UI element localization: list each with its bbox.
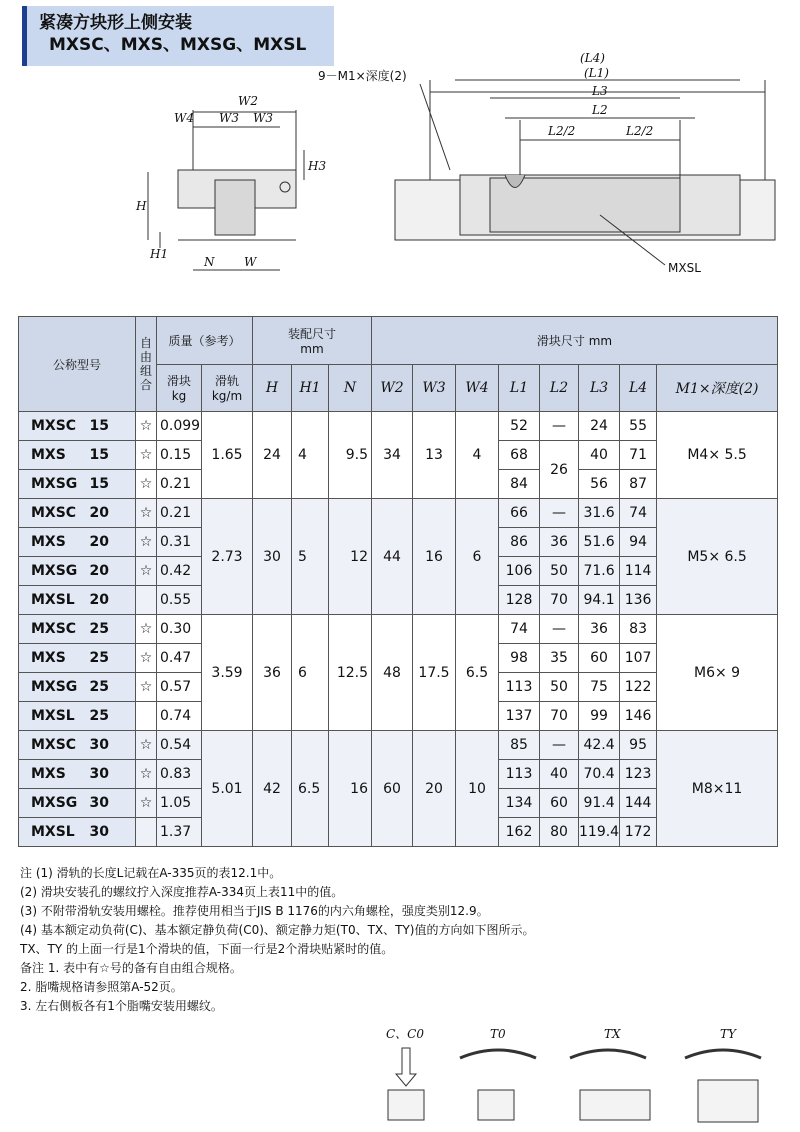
l3-cell: 36	[579, 615, 620, 644]
l3-cell: 119.4	[579, 818, 620, 847]
l2-cell: 50	[540, 673, 579, 702]
l4-cell: 74	[620, 499, 657, 528]
block-icon-tx	[580, 1090, 650, 1120]
header-mass-rail: 滑轨 kg/m	[202, 364, 253, 412]
label-l2: L2	[592, 103, 608, 117]
h-cell: 42	[253, 731, 292, 847]
l3-cell: 24	[579, 412, 620, 441]
section-title: 紧凑方块形上侧安装	[39, 13, 192, 33]
l1-cell: 85	[499, 731, 540, 760]
header-l3: L3	[579, 364, 620, 412]
model-cell: MXS 15	[19, 441, 136, 470]
label-l1: (L1)	[584, 66, 609, 80]
w4-cell: 6.5	[456, 615, 499, 731]
mass-block-cell: 0.099	[157, 412, 202, 441]
free-combo-mark: ☆	[136, 760, 157, 789]
model-cell: MXS 30	[19, 760, 136, 789]
free-combo-mark: ☆	[136, 731, 157, 760]
l2-cell: —	[540, 615, 579, 644]
mass-block-cell: 0.83	[157, 760, 202, 789]
label-w2: W2	[238, 94, 258, 108]
l4-cell: 122	[620, 673, 657, 702]
l1-cell: 84	[499, 470, 540, 499]
mass-block-cell: 0.54	[157, 731, 202, 760]
model-cell: MXSL 20	[19, 586, 136, 615]
free-combo-mark: ☆	[136, 499, 157, 528]
note-line: 注 (1) 滑轨的长度L记载在A-335页的表12.1中。	[20, 866, 282, 880]
free-combo-mark	[136, 818, 157, 847]
l4-cell: 123	[620, 760, 657, 789]
free-combo-mark: ☆	[136, 412, 157, 441]
header-mass: 质量（参考）	[157, 317, 253, 365]
mass-block-cell: 1.37	[157, 818, 202, 847]
load-label-t0: T0	[490, 1027, 506, 1041]
l1-cell: 68	[499, 441, 540, 470]
header-mass-block: 滑块 kg	[157, 364, 202, 412]
l3-cell: 56	[579, 470, 620, 499]
free-combo-mark	[136, 702, 157, 731]
mass-block-cell: 0.74	[157, 702, 202, 731]
load-label-tx: TX	[604, 1027, 621, 1041]
l4-cell: 94	[620, 528, 657, 557]
l2-cell: 80	[540, 818, 579, 847]
label-m1: 9－M1×深度(2)	[318, 69, 407, 83]
load-label-c: C、C0	[386, 1027, 424, 1041]
label-l2-half-a: L2/2	[548, 124, 576, 138]
n-cell: 16	[329, 731, 372, 847]
l2-cell: 60	[540, 789, 579, 818]
l3-cell: 91.4	[579, 789, 620, 818]
model-cell: MXS 25	[19, 644, 136, 673]
w3-cell: 13	[413, 412, 456, 499]
l1-cell: 134	[499, 789, 540, 818]
mass-block-cell: 0.30	[157, 615, 202, 644]
spec-table	[18, 316, 778, 847]
m1-cell: M6× 9	[657, 615, 778, 731]
l2-cell: —	[540, 412, 579, 441]
n-cell: 12	[329, 499, 372, 615]
rail-section	[215, 180, 255, 235]
load-label-ty: TY	[720, 1027, 736, 1041]
model-cell: MXSC 15	[19, 412, 136, 441]
header-l2: L2	[540, 364, 579, 412]
w4-cell: 10	[456, 731, 499, 847]
load-direction-diagrams	[380, 1020, 780, 1130]
h1-cell: 4	[292, 412, 329, 499]
w3-cell: 17.5	[413, 615, 456, 731]
l1-cell: 86	[499, 528, 540, 557]
l1-cell: 128	[499, 586, 540, 615]
model-cell: MXSC 30	[19, 731, 136, 760]
free-combo-mark: ☆	[136, 470, 157, 499]
w4-cell: 6	[456, 499, 499, 615]
mass-block-cell: 0.47	[157, 644, 202, 673]
mass-block-cell: 0.15	[157, 441, 202, 470]
l4-cell: 144	[620, 789, 657, 818]
l3-cell: 70.4	[579, 760, 620, 789]
l1-cell: 98	[499, 644, 540, 673]
l2-cell: —	[540, 731, 579, 760]
mass-block-cell: 0.55	[157, 586, 202, 615]
w3-cell: 20	[413, 731, 456, 847]
spec-table-body	[19, 412, 778, 847]
l2-cell: 70	[540, 586, 579, 615]
arc-arrow-icon-t0	[460, 1050, 536, 1058]
header-w2: W2	[372, 364, 413, 412]
l2-cell: 36	[540, 528, 579, 557]
free-combo-mark: ☆	[136, 644, 157, 673]
header-block: 滑块尺寸 mm	[372, 317, 778, 365]
header-h1: H1	[292, 364, 329, 412]
l3-cell: 40	[579, 441, 620, 470]
h-cell: 30	[253, 499, 292, 615]
header-model: 公称型号	[19, 317, 136, 412]
l2-cell: 50	[540, 557, 579, 586]
table-row	[19, 499, 778, 528]
section-subtitle: MXSC、MXS、MXSG、MXSL	[49, 35, 307, 55]
header-assembly: 装配尺寸 mm	[253, 317, 372, 365]
header-w3: W3	[413, 364, 456, 412]
header-l1: L1	[499, 364, 540, 412]
l4-cell: 146	[620, 702, 657, 731]
label-h3: H3	[308, 159, 327, 173]
note-line: (4) 基本额定动负荷(C)、基本额定静负荷(C0)、额定静力矩(T0、TX、TY)值的方向如下图所示。	[20, 923, 535, 937]
l3-cell: 71.6	[579, 557, 620, 586]
label-l2-half-b: L2/2	[626, 124, 654, 138]
w3-cell: 16	[413, 499, 456, 615]
w2-cell: 44	[372, 499, 413, 615]
model-cell: MXSG 15	[19, 470, 136, 499]
l3-cell: 60	[579, 644, 620, 673]
l3-cell: 42.4	[579, 731, 620, 760]
mass-rail-cell: 2.73	[202, 499, 253, 615]
note-line: TX、TY 的上面一行是1个滑块的值，下面一行是2个滑块贴紧时的值。	[20, 942, 394, 956]
table-row	[19, 412, 778, 441]
note-line: (2) 滑块安装孔的螺纹拧入深度推荐A-334页上表11中的值。	[20, 885, 344, 899]
arc-arrow-icon-tx	[570, 1050, 646, 1058]
free-combo-mark: ☆	[136, 673, 157, 702]
h1-cell: 6.5	[292, 731, 329, 847]
h1-cell: 5	[292, 499, 329, 615]
mass-rail-cell: 3.59	[202, 615, 253, 731]
l2-cell: —	[540, 499, 579, 528]
l4-cell: 95	[620, 731, 657, 760]
note-line: (3) 不附带滑轨安装用螺栓。推荐使用相当于JIS B 1176的内六角螺栓，强度类别12.9。	[20, 904, 489, 918]
l2-cell: 35	[540, 644, 579, 673]
free-combo-mark: ☆	[136, 441, 157, 470]
mass-block-cell: 0.21	[157, 470, 202, 499]
h-cell: 36	[253, 615, 292, 731]
block-icon-t0	[478, 1090, 514, 1120]
l2-cell: 40	[540, 760, 579, 789]
l2-cell: 26	[540, 441, 579, 499]
model-cell: MXSG 25	[19, 673, 136, 702]
model-cell: MXSC 20	[19, 499, 136, 528]
l3-cell: 94.1	[579, 586, 620, 615]
l4-cell: 87	[620, 470, 657, 499]
l1-cell: 137	[499, 702, 540, 731]
header-l4: L4	[620, 364, 657, 412]
l3-cell: 75	[579, 673, 620, 702]
m1-cell: M8×11	[657, 731, 778, 847]
l1-cell: 106	[499, 557, 540, 586]
n-cell: 12.5	[329, 615, 372, 731]
l4-cell: 83	[620, 615, 657, 644]
label-w3b: W3	[253, 111, 273, 125]
mass-rail-cell: 5.01	[202, 731, 253, 847]
free-combo-mark: ☆	[136, 789, 157, 818]
model-cell: MXSG 30	[19, 789, 136, 818]
mass-block-cell: 0.31	[157, 528, 202, 557]
notes-section	[20, 864, 534, 1016]
dimension-drawing	[0, 0, 800, 300]
l4-cell: 136	[620, 586, 657, 615]
l1-cell: 66	[499, 499, 540, 528]
header-w4: W4	[456, 364, 499, 412]
label-w: W	[244, 255, 257, 269]
label-w3a: W3	[219, 111, 239, 125]
n-cell: 9.5	[329, 412, 372, 499]
l1-cell: 52	[499, 412, 540, 441]
label-h1: H1	[150, 247, 169, 261]
model-cell: MXS 20	[19, 528, 136, 557]
down-arrow-icon	[396, 1048, 416, 1086]
note-line: 备注 1. 表中有☆号的备有自由组合规格。	[20, 961, 242, 975]
mass-block-cell: 1.05	[157, 789, 202, 818]
note-line: 3. 左右侧板各有1个脂嘴安装用螺纹。	[20, 999, 223, 1013]
mass-block-cell: 0.42	[157, 557, 202, 586]
label-l4: (L4)	[580, 51, 605, 65]
m1-cell: M4× 5.5	[657, 412, 778, 499]
model-cell: MXSL 30	[19, 818, 136, 847]
mass-block-cell: 0.21	[157, 499, 202, 528]
header-m1: M1×深度(2)	[657, 364, 778, 412]
label-h: H	[136, 199, 147, 213]
m1-cell: M5× 6.5	[657, 499, 778, 615]
note-line: 2. 脂嘴规格请参照第A-52页。	[20, 980, 183, 994]
l4-cell: 55	[620, 412, 657, 441]
model-cell: MXSG 20	[19, 557, 136, 586]
l4-cell: 107	[620, 644, 657, 673]
mass-block-cell: 0.57	[157, 673, 202, 702]
label-w4: W4	[174, 111, 194, 125]
label-mxsl: MXSL	[668, 261, 701, 275]
free-combo-mark	[136, 586, 157, 615]
l3-cell: 51.6	[579, 528, 620, 557]
arc-arrow-icon-ty	[685, 1050, 761, 1058]
header-free: 自由组合	[136, 317, 157, 412]
block-icon-ty	[698, 1080, 758, 1122]
free-combo-mark: ☆	[136, 557, 157, 586]
l3-cell: 31.6	[579, 499, 620, 528]
header-h: H	[253, 364, 292, 412]
mass-rail-cell: 1.65	[202, 412, 253, 499]
free-combo-mark: ☆	[136, 528, 157, 557]
label-n: N	[204, 255, 215, 269]
w2-cell: 60	[372, 731, 413, 847]
h-cell: 24	[253, 412, 292, 499]
header-n: N	[329, 364, 372, 412]
table-row	[19, 731, 778, 760]
model-cell: MXSC 25	[19, 615, 136, 644]
l4-cell: 114	[620, 557, 657, 586]
h1-cell: 6	[292, 615, 329, 731]
l1-cell: 162	[499, 818, 540, 847]
w2-cell: 34	[372, 412, 413, 499]
label-l3: L3	[592, 84, 608, 98]
block-icon-c	[388, 1090, 424, 1120]
l4-cell: 172	[620, 818, 657, 847]
l3-cell: 99	[579, 702, 620, 731]
w4-cell: 4	[456, 412, 499, 499]
table-row	[19, 615, 778, 644]
l1-cell: 113	[499, 673, 540, 702]
l2-cell: 70	[540, 702, 579, 731]
free-combo-mark: ☆	[136, 615, 157, 644]
model-cell: MXSL 25	[19, 702, 136, 731]
w2-cell: 48	[372, 615, 413, 731]
l1-cell: 74	[499, 615, 540, 644]
l1-cell: 113	[499, 760, 540, 789]
l4-cell: 71	[620, 441, 657, 470]
